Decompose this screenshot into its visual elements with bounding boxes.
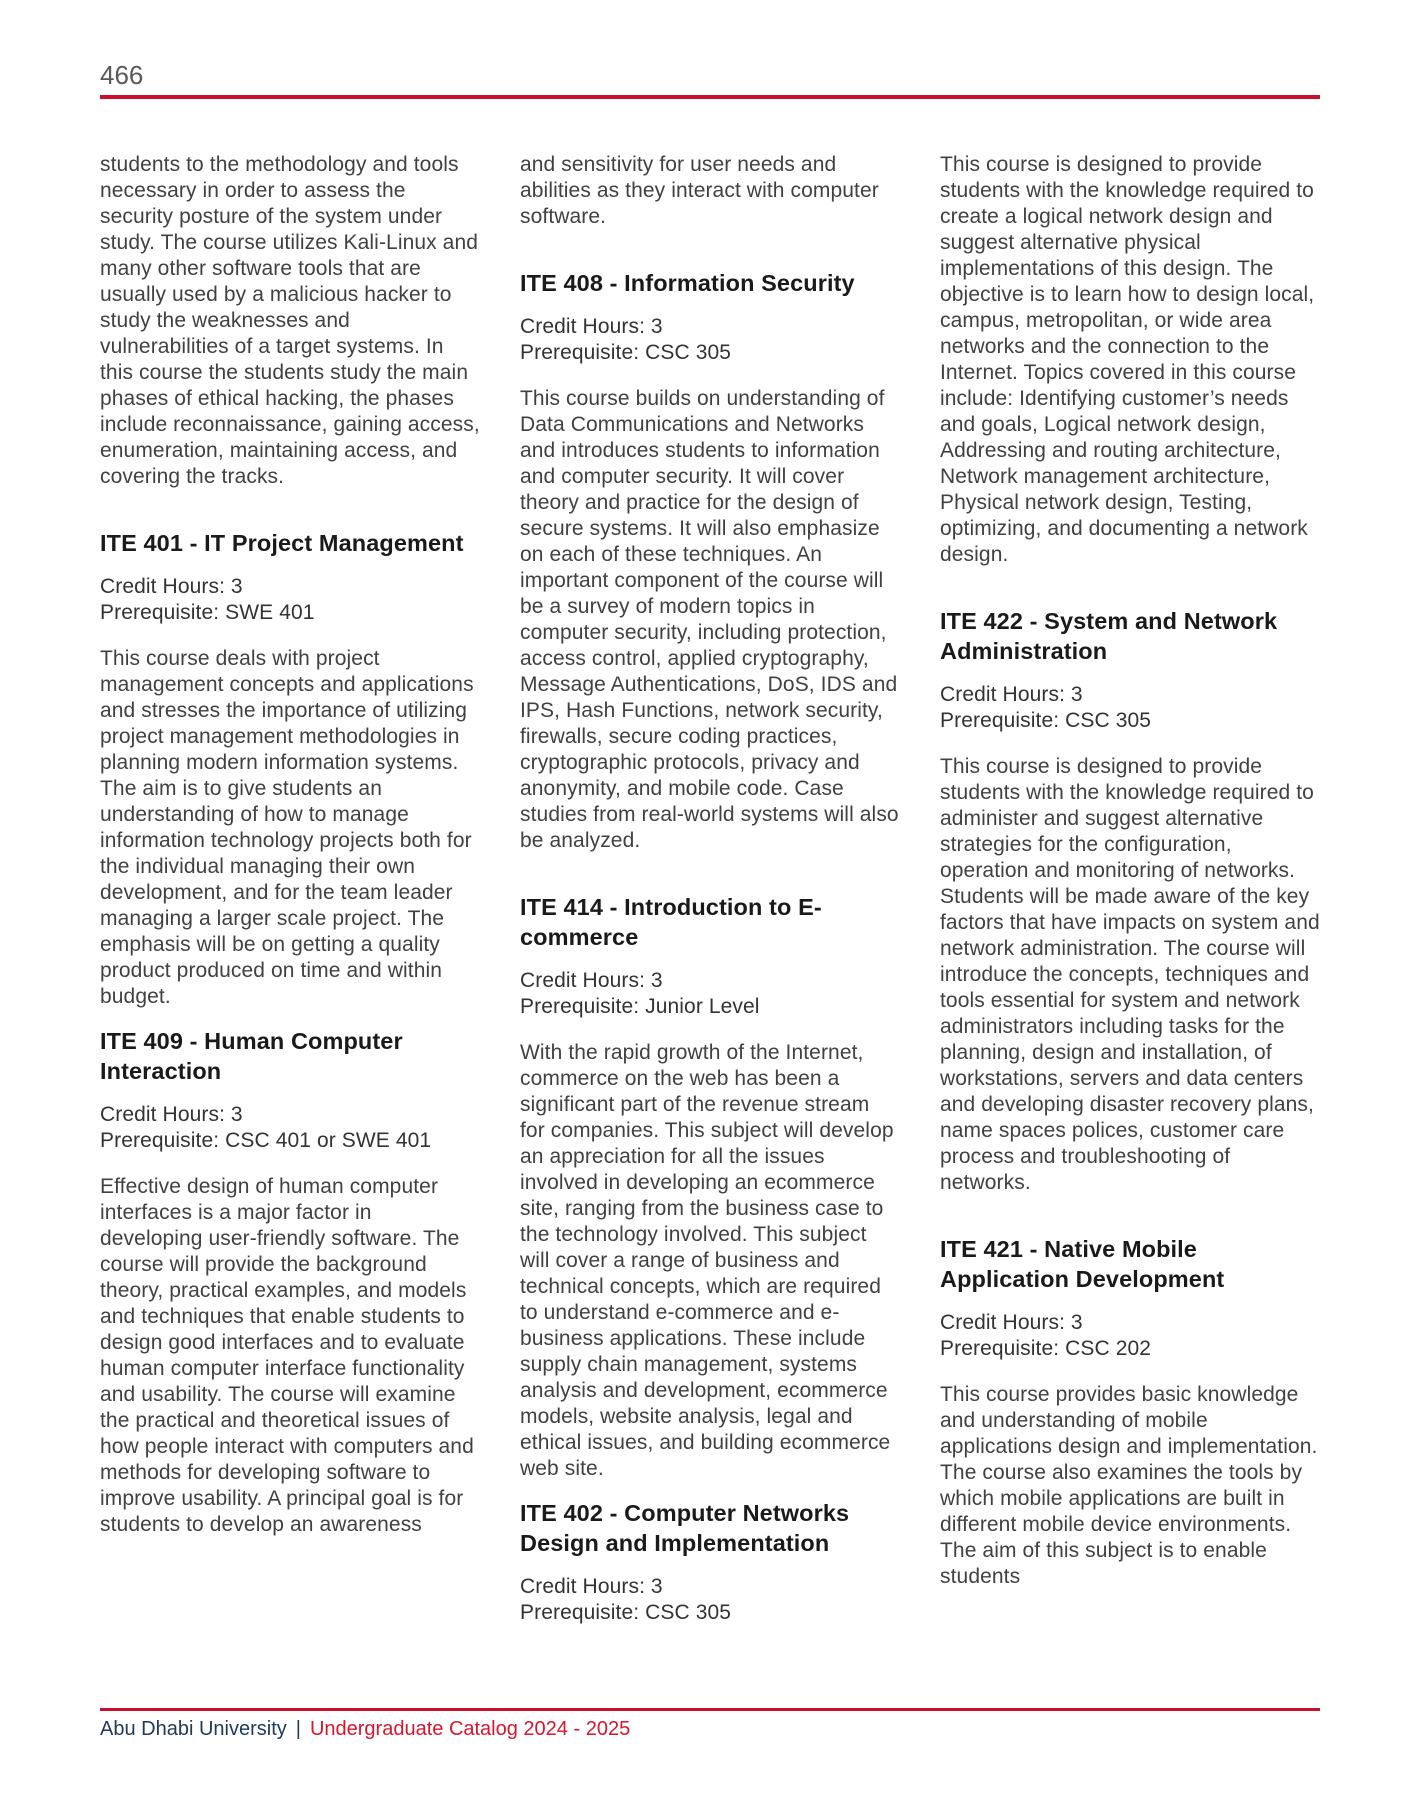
course-description-ite-402: This course is designed to provide students with the knowledge required to create a logical network design and suggest alternative physical implementations of this design. The objective is to learn how to design local, campus, metropolitan, or wide area networks and the connection to the Internet. Topics covered in this course include: Identifying customer’s needs and goals, Logical network design, Addressing and routing architecture, Network management architecture, Physical network design, Testing, optimizing, and documenting a network design.	[940, 153, 1315, 566]
prerequisite-line: Prerequisite: CSC 202	[940, 1337, 1152, 1360]
footer-catalog-title: Undergraduate Catalog 2024 - 2025	[309, 1718, 631, 1740]
credit-hours-line: Credit Hours: 3	[100, 575, 243, 598]
credit-hours-line: Credit Hours: 3	[100, 1103, 243, 1126]
column-3	[940, 152, 1320, 1606]
credit-hours-line: Credit Hours: 3	[520, 1575, 663, 1598]
course-meta-ite-402	[520, 1574, 900, 1626]
footer-divider	[100, 1708, 1320, 1711]
course-description-ite-421: This course provides basic knowledge and understanding of mobile applications design and implementation. The course also examines the tools by which mobile applications are built in different mobile device environments. The aim of this subject is to enable students	[940, 1383, 1318, 1588]
prerequisite-line: Prerequisite: Junior Level	[520, 995, 760, 1018]
header-divider	[100, 95, 1320, 99]
course-description-ite-409: Effective design of human computer interfaces is a major factor in developing user-friendly software. The course will provide the background theory, practical examples, and models and techniques that enable students to design good interfaces and to evaluate human computer interface functionality and usability. The course will examine the practical and theoretical issues of how people interact with computers and methods for developing software to improve usability. A principal goal is for students to develop an awareness	[100, 1175, 474, 1536]
course-title-ite-422: ITE 422 - System and Network Administration	[940, 608, 1278, 664]
prerequisite-line: Prerequisite: CSC 401 or SWE 401	[100, 1129, 432, 1152]
footer-separator: |	[295, 1718, 301, 1740]
course-title-ite-421: ITE 421 - Native Mobile Application Development	[940, 1236, 1225, 1292]
course-title-ite-402: ITE 402 - Computer Networks Design and Implementation	[520, 1500, 850, 1556]
prerequisite-line: Prerequisite: CSC 305	[520, 341, 732, 364]
course-meta-ite-414	[520, 968, 900, 1020]
course-description-ite-414: With the rapid growth of the Internet, commerce on the web has been a significant part of the revenue stream for companies. This subject will develop an appreciation for all the issues involved in developing an ecommerce site, ranging from the business case to the technology involved. This subject will cover a range of business and technical concepts, which are required to understand e-commerce and e-business applications. These include supply chain management, systems analysis and development, ecommerce models, website analysis, legal and ethical issues, and building ecommerce web site.	[520, 1041, 894, 1480]
content-columns	[100, 152, 1320, 1646]
continued-paragraph: students to the methodology and tools necessary in order to assess the security posture of the system under study. The course utilizes Kali-Linux and many other software tools that are usually used by a malicious hacker to study the weaknesses and vulnerabilities of a target systems. In this course the students study the main phases of ethical hacking, the phases include reconnaissance, gaining access, enumeration, maintaining access, and covering the tracks.	[100, 153, 480, 488]
credit-hours-line: Credit Hours: 3	[940, 683, 1083, 706]
course-title-ite-401: ITE 401 - IT Project Management	[100, 530, 464, 556]
prerequisite-line: Prerequisite: SWE 401	[100, 601, 315, 624]
prerequisite-line: Prerequisite: CSC 305	[520, 1601, 732, 1624]
course-description-ite-422: This course is designed to provide students with the knowledge required to administer and suggest alternative strategies for the configuration, operation and monitoring of networks. Students will be made aware of the key factors that have impacts on system and network administration. The course will introduce the concepts, techniques and tools essential for system and network administrators including tasks for the planning, design and installation, of workstations, servers and data centers and developing disaster recovery plans, name spaces polices, customer care process and troubleshooting of networks.	[940, 755, 1320, 1194]
course-title-ite-409: ITE 409 - Human Computer Interaction	[100, 1028, 403, 1084]
course-meta-ite-421	[940, 1310, 1320, 1362]
credit-hours-line: Credit Hours: 3	[940, 1311, 1083, 1334]
continued-paragraph: and sensitivity for user needs and abilities as they interact with computer software.	[520, 153, 879, 228]
course-title-ite-414: ITE 414 - Introduction to E-commerce	[520, 894, 822, 950]
course-meta-ite-408	[520, 314, 900, 366]
course-description-ite-401: This course deals with project management concepts and applications and stresses the importance of utilizing project management methodologies in planning modern information systems. The aim is to give students an understanding of how to manage information technology projects both for the individual managing their own development, and for the team leader managing a larger scale project. The emphasis will be on getting a quality product produced on time and within budget.	[100, 647, 474, 1008]
credit-hours-line: Credit Hours: 3	[520, 969, 663, 992]
course-description-ite-408: This course builds on understanding of Data Communications and Networks and introduces students to information and computer security. It will cover theory and practice for the design of secure systems. It will also emphasize on each of these techniques. An important component of the course will be a survey of modern topics in computer security, including protection, access control, applied cryptography, Message Authentications, DoS, IDS and IPS, Hash Functions, network security, firewalls, secure coding practices, cryptographic protocols, privacy and anonymity, and mobile code. Case studies from real-world systems will also be analyzed.	[520, 387, 899, 852]
column-1	[100, 152, 480, 1554]
prerequisite-line: Prerequisite: CSC 305	[940, 709, 1152, 732]
page-number: 466	[100, 60, 144, 90]
course-title-ite-408: ITE 408 - Information Security	[520, 270, 855, 296]
page-footer	[100, 1716, 630, 1742]
course-meta-ite-422	[940, 682, 1320, 734]
course-meta-ite-409	[100, 1102, 480, 1154]
footer-university-name: Abu Dhabi University	[100, 1718, 287, 1740]
credit-hours-line: Credit Hours: 3	[520, 315, 663, 338]
course-meta-ite-401	[100, 574, 480, 626]
column-2	[520, 152, 900, 1646]
